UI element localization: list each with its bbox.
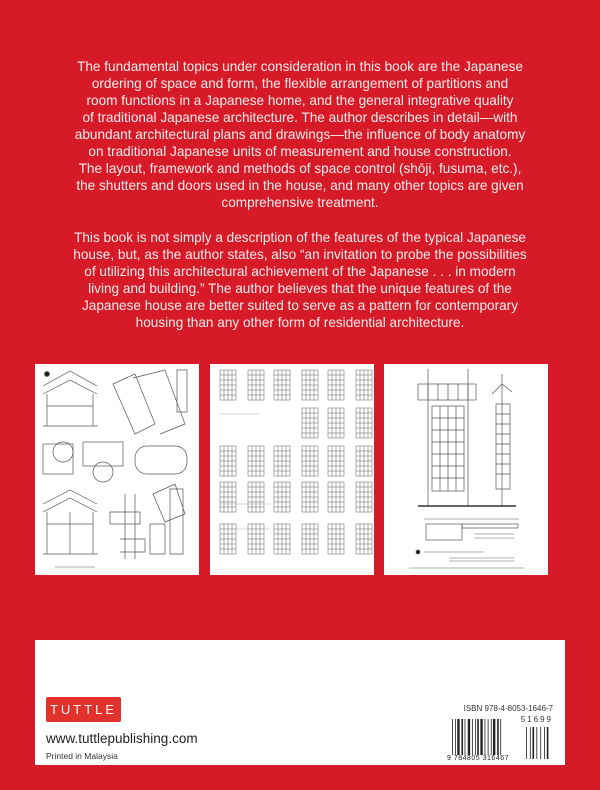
text-line: abundant architectural plans and drawings—the influence of body anatomy	[74, 127, 526, 142]
text-line: on traditional Japanese units of measurement and house construction.	[88, 144, 512, 159]
sample-page-shoji-panels	[210, 364, 374, 575]
text-line: The fundamental topics under consideration in this book are the Japanese	[77, 59, 523, 74]
text-line: living and building.” The author believes that the unique features of the	[88, 281, 512, 296]
barcode-bar	[457, 719, 459, 759]
text-line: Japanese house are better suited to serve as a pattern for contemporary	[81, 298, 518, 313]
barcode-bar	[475, 719, 476, 759]
barcode-bar	[480, 719, 482, 759]
text-line: house, but, as the author states, also “an invitation to probe the possibilities	[73, 247, 527, 262]
printed-in: Printed in Malaysia	[46, 751, 118, 761]
text-line: ordering of space and form, the flexible arrangement of partitions and	[91, 76, 509, 91]
barcode-bar	[468, 719, 470, 759]
barcode-bar	[465, 719, 466, 759]
barcode-bar	[533, 727, 535, 759]
description-paragraph-1	[0, 58, 600, 211]
barcode-bar	[477, 719, 479, 759]
price-code: 51699	[520, 715, 553, 724]
text-line: housing than any other form of residential architecture.	[135, 315, 465, 330]
barcode-bar	[530, 727, 531, 759]
text-line: This book is not simply a description of the features of the typical Japanese	[74, 230, 526, 245]
barcode-bar	[491, 719, 492, 759]
publisher-logo: TUTTLE	[46, 697, 121, 722]
text-line: of traditional Japanese architecture. The author describes in detail—with	[82, 110, 518, 125]
barcode-bar	[461, 719, 463, 759]
barcode-bar	[547, 727, 549, 759]
description-paragraph-2	[0, 229, 600, 331]
text-line: room functions in a Japanese home, and the general integrative quality	[86, 93, 514, 108]
barcode-bar	[472, 719, 473, 759]
text-line: the shutters and doors used in the house, and many other topics are given	[76, 178, 524, 193]
barcode-bar	[544, 727, 545, 759]
sample-page-roof-framing	[35, 364, 199, 575]
text-line: The layout, framework and methods of space control (shōji, fusuma, etc.),	[78, 161, 522, 176]
barcode-bar	[485, 719, 486, 759]
sample-page-wall-section	[384, 364, 548, 575]
text-line: comprehensive treatment.	[221, 195, 379, 210]
barcode-bar	[488, 719, 489, 759]
publisher-url[interactable]: www.tuttlepublishing.com	[46, 731, 198, 746]
barcode-bar	[455, 719, 456, 759]
barcode-bar	[526, 727, 527, 759]
publisher-panel	[35, 640, 565, 765]
text-line: of utilizing this architectural achievement of the Japanese . . . in modern	[84, 264, 516, 279]
barcode-bar	[493, 719, 495, 759]
barcode-digits: 9 784805 316467	[447, 755, 509, 762]
barcode-bar	[500, 719, 501, 759]
isbn-label: ISBN 978-4-8053-1646-7	[463, 704, 553, 713]
barcode-bar	[452, 719, 453, 759]
barcode-bar	[540, 727, 541, 759]
barcode-bar	[536, 727, 537, 759]
barcode-bar	[497, 719, 499, 759]
